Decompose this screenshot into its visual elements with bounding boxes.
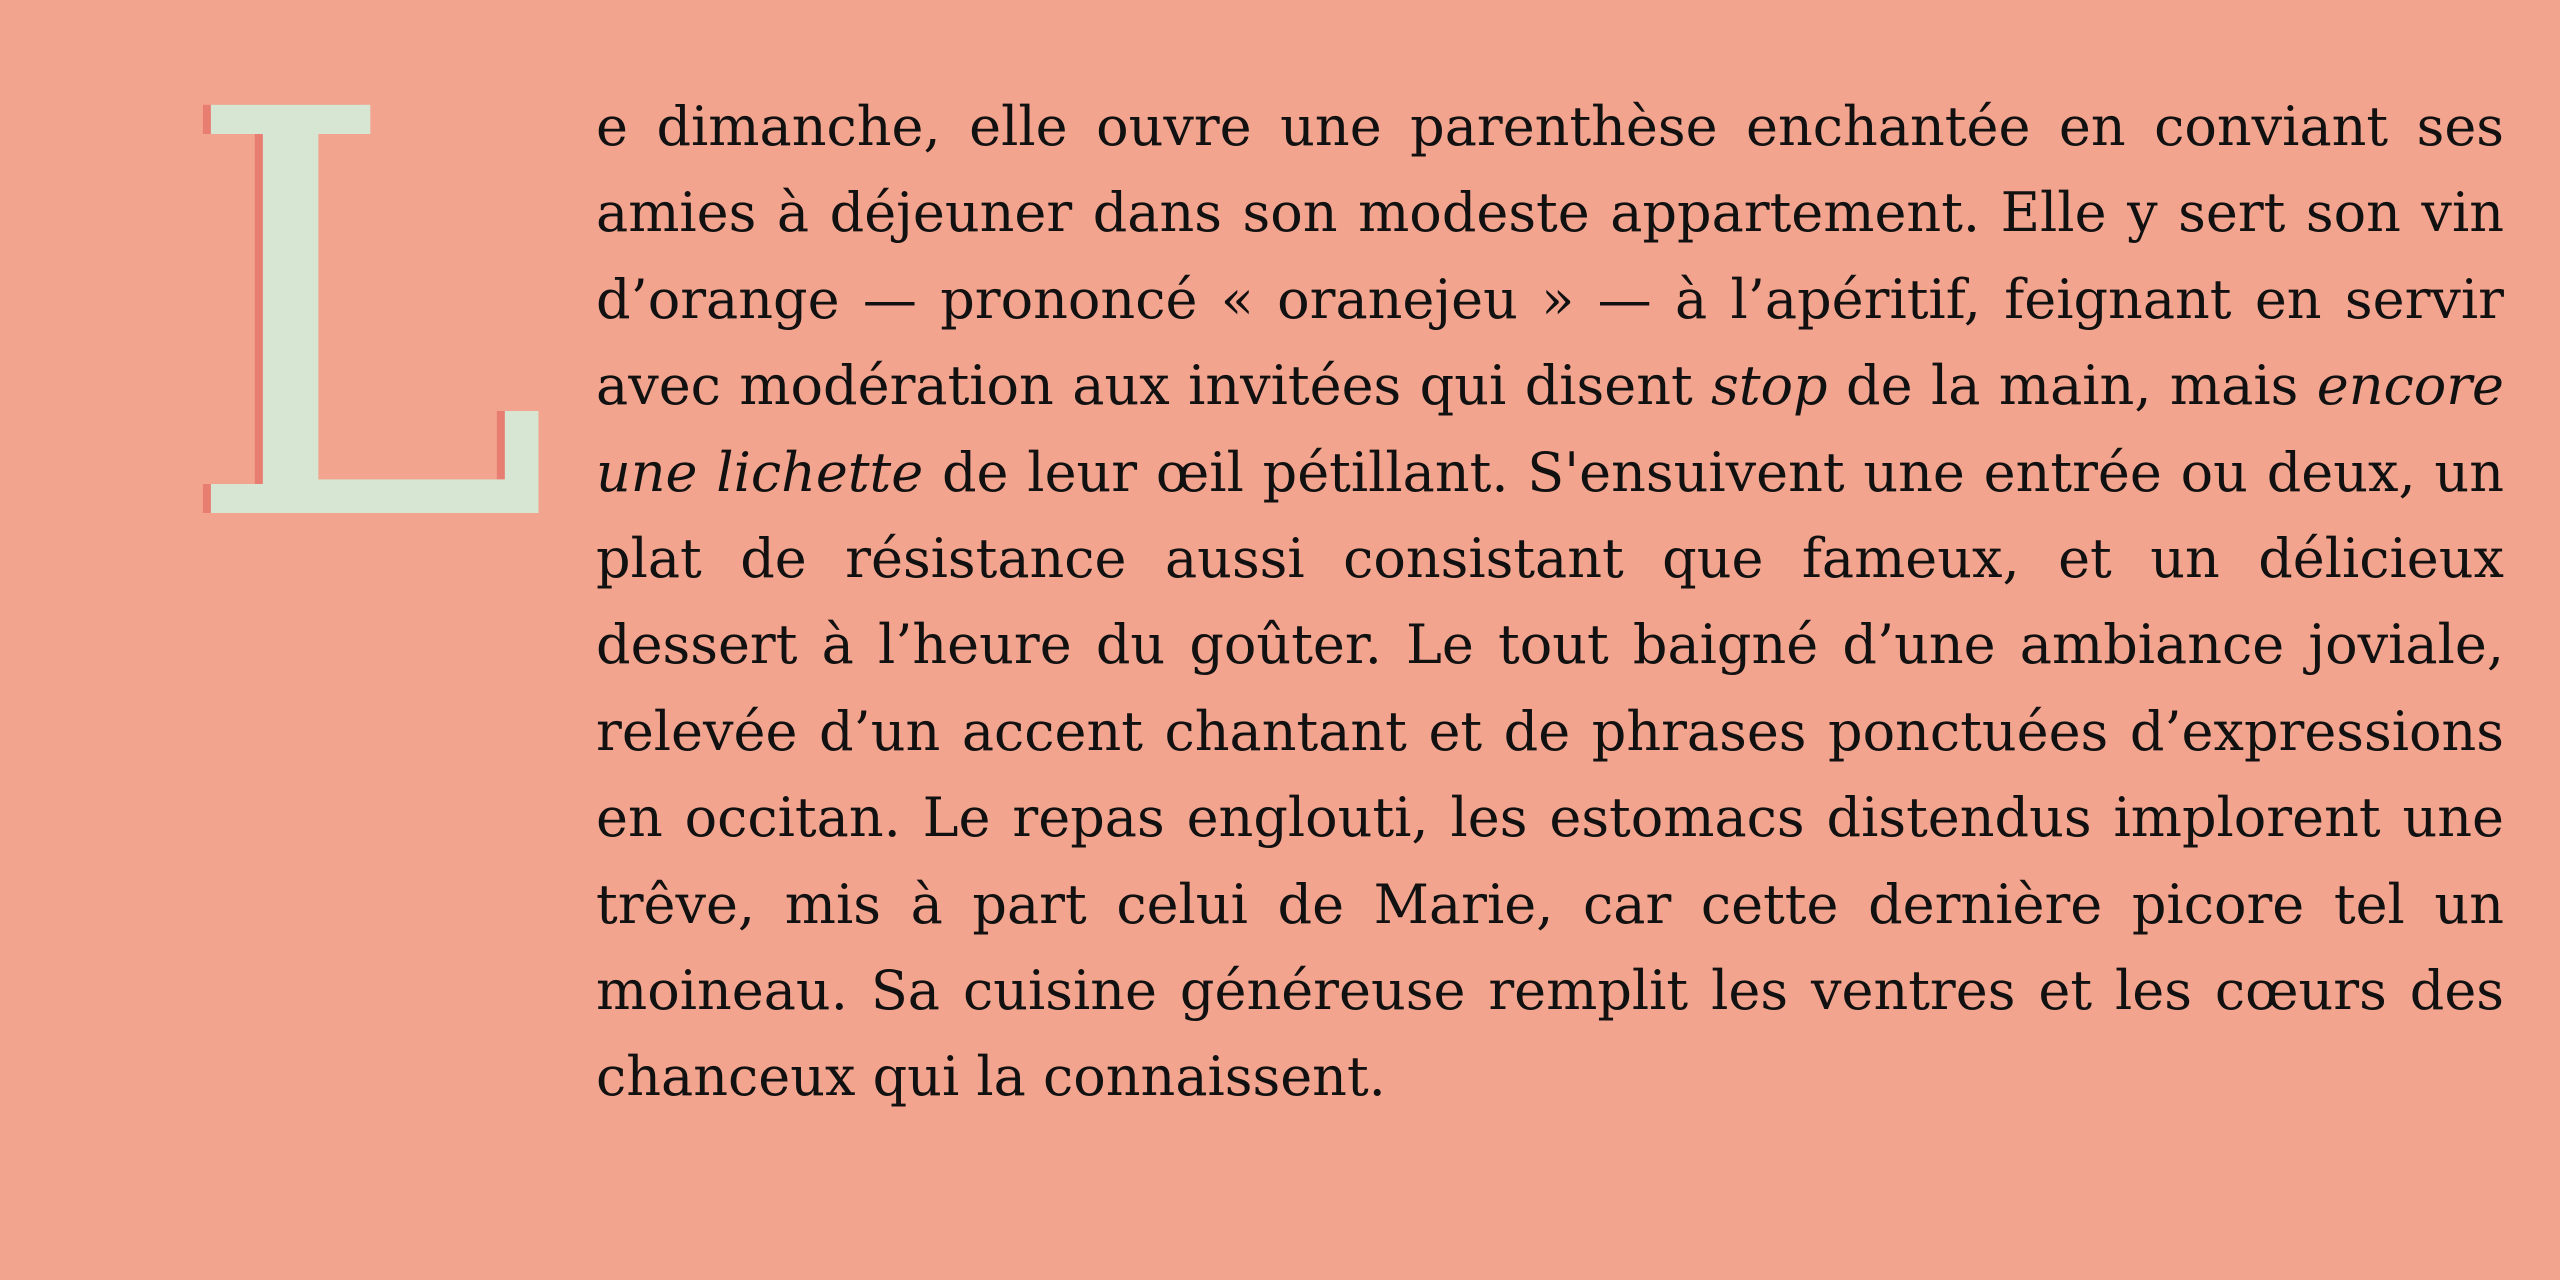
drop-cap-text: L	[180, 0, 552, 646]
paragraph-text-part-1: e dimanche, elle ouvre une parenthèse enchantée en conviant ses amies à déjeuner dans son modeste appartement. Elle y sert son vin d’orange — prononcé « oranejeu » — à l’apéritif, feignant en servir avec modération aux invitées qui disent	[596, 95, 2504, 418]
paragraph-italic-lichette: encore une lichette	[596, 354, 2504, 504]
paragraph-text-part-2: de la main, mais	[1827, 354, 2317, 418]
paragraph-text-part-3: de leur œil pétillant. S'ensuivent une entrée ou deux, un plat de résistance aussi consistant que fameux, et un délicieux dessert à l’heure du goûter. Le tout baigné d’une ambiance joviale, relevée d’un accent chantant et de phrases ponctuées d’expressions en occitan. Le repas englouti, les estomacs distendus implorent une trêve, mis à part celui de Marie, car cette dernière picore tel un moineau. Sa cuisine généreuse remplit les ventres et les cœurs des chanceux qui la connaissent.	[596, 440, 2504, 1109]
drop-cap-letter	[180, 0, 552, 646]
paragraph-italic-stop: stop	[1711, 354, 1828, 418]
article-paragraph	[596, 84, 2504, 1121]
